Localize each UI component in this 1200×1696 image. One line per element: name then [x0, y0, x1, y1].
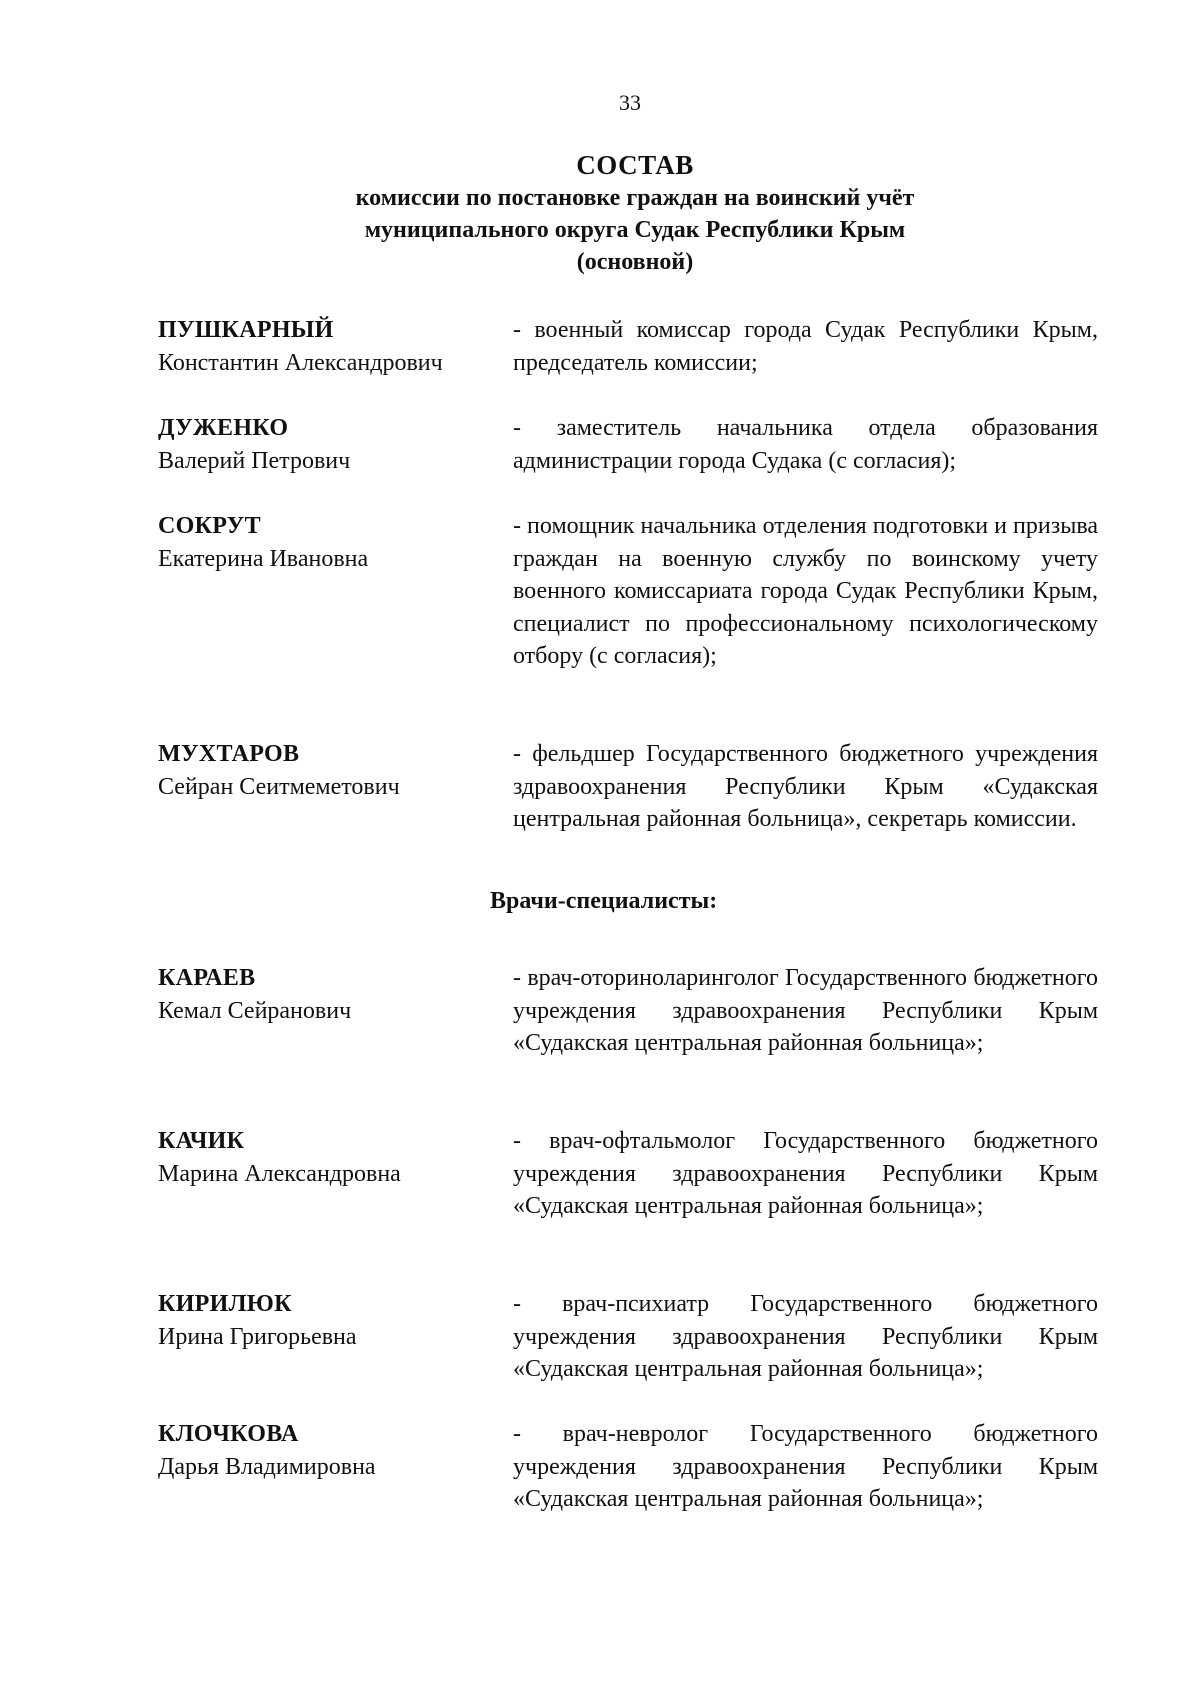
member-surname: СОКРУТ: [158, 513, 261, 539]
specialist-given-name: Дарья Владимировна: [158, 1453, 376, 1480]
document-title: [190, 148, 1080, 278]
specialist-role: - врач-невролог Государственного бюджетного учреждения здравоохранения Республики Крым «Судакская центральная районная больница»;: [513, 1421, 1098, 1512]
member-entry: [158, 314, 1098, 379]
specialist-surname: КАЧИК: [158, 1128, 245, 1154]
specialist-entry: [158, 1125, 1098, 1223]
specialist-entry: [158, 962, 1098, 1060]
specialist-given-name: Кемал Сейранович: [158, 997, 352, 1024]
member-role: - фельдшер Государственного бюджетного учреждения здравоохранения Республики Крым «Судакская центральная районная больница», секретарь комиссии.: [513, 741, 1098, 832]
member-entry: [158, 412, 1098, 477]
member-role: - помощник начальника отделения подготовки и призыва граждан на военную службу по воинскому учету военного комиссариата города Судак Республики Крым, специалист по профессиональному психологическому отбору (с согласия);: [513, 513, 1098, 669]
specialist-surname: КАРАЕВ: [158, 965, 256, 991]
title-line-3: (основной): [576, 249, 694, 275]
member-surname: МУХТАРОВ: [158, 741, 300, 767]
specialist-given-name: Ирина Григорьевна: [158, 1323, 357, 1350]
specialist-name: [158, 962, 513, 1060]
specialist-entry: [158, 1418, 1098, 1516]
page-number: 33: [619, 90, 641, 115]
specialist-surname: КЛОЧКОВА: [158, 1421, 299, 1447]
member-given-name: Константин Александрович: [158, 349, 443, 376]
specialist-surname: КИРИЛЮК: [158, 1291, 292, 1317]
title-main: СОСТАВ: [576, 150, 694, 180]
specialist-given-name: Марина Александровна: [158, 1160, 401, 1187]
specialist-role: - врач-оториноларинголог Государственного бюджетного учреждения здравоохранения Республики Крым «Судакская центральная районная больница»;: [513, 965, 1098, 1056]
member-surname: ПУШКАРНЫЙ: [158, 317, 334, 343]
member-entry: [158, 738, 1098, 836]
member-given-name: Екатерина Ивановна: [158, 545, 369, 572]
specialists-heading: Врачи-специалисты:: [490, 888, 718, 914]
member-name: [158, 510, 513, 673]
member-name: [158, 314, 513, 379]
specialist-role: - врач-офтальмолог Государственного бюджетного учреждения здравоохранения Республики Крым «Судакская центральная районная больница»;: [513, 1128, 1098, 1219]
specialist-name: [158, 1288, 513, 1386]
specialist-entry: [158, 1288, 1098, 1386]
member-surname: ДУЖЕНКО: [158, 415, 289, 441]
title-line-2: муниципального округа Судак Республики Крым: [364, 217, 906, 243]
member-role: - военный комиссар города Судак Республики Крым, председатель комиссии;: [513, 317, 1098, 376]
specialist-name: [158, 1125, 513, 1223]
title-line-1: комиссии по постановке граждан на воинский учёт: [355, 185, 915, 211]
specialist-name: [158, 1418, 513, 1516]
member-entry: [158, 510, 1098, 673]
member-name: [158, 738, 513, 836]
member-given-name: Валерий Петрович: [158, 447, 351, 474]
specialist-role: - врач-психиатр Государственного бюджетного учреждения здравоохранения Республики Крым «Судакская центральная районная больница»;: [513, 1291, 1098, 1382]
member-given-name: Сейран Сеитмеметович: [158, 773, 400, 800]
member-name: [158, 412, 513, 477]
member-role: - заместитель начальника отдела образования администрации города Судака (с согласия);: [513, 415, 1098, 474]
